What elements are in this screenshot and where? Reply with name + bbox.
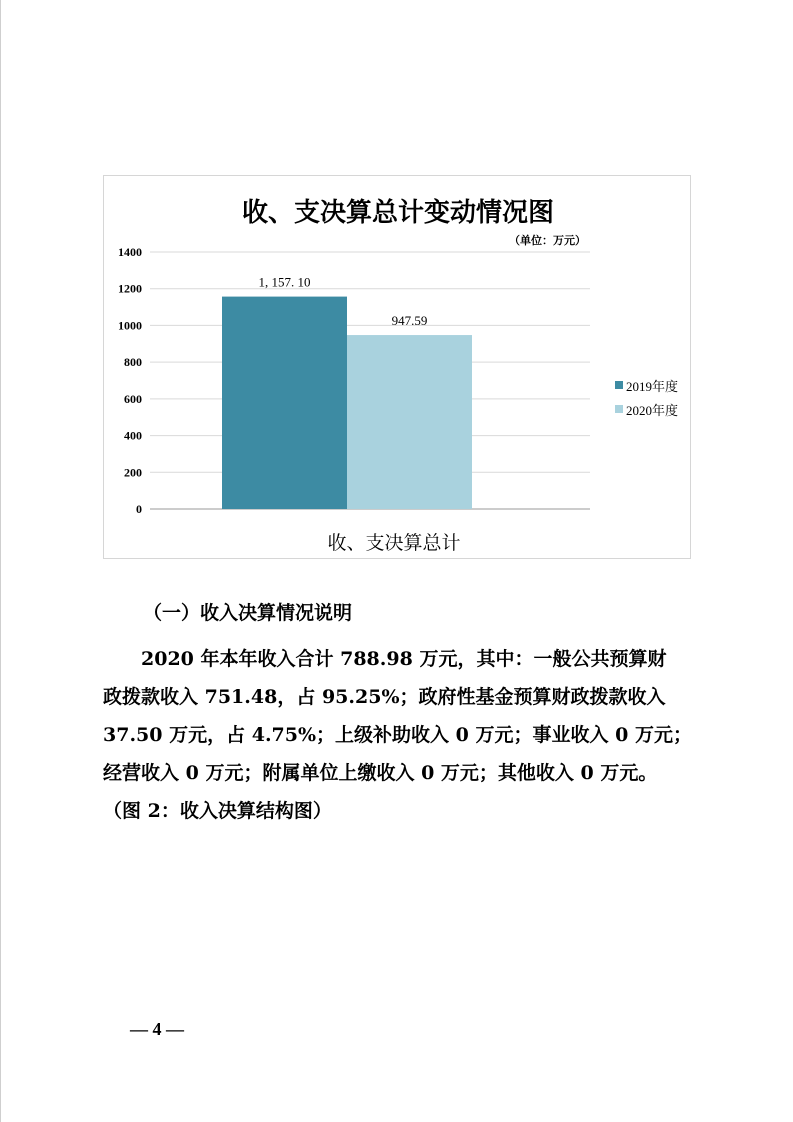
y-tick-label: 1400	[118, 245, 142, 259]
page-left-border	[0, 0, 1, 1122]
chart-unit: （单位：万元）	[509, 234, 586, 247]
paragraph-line: （图 2：收入决算结构图）	[103, 800, 332, 822]
paragraph-line: 37.50 万元，占 4.75%；上级补助收入 0 万元；事业收入 0 万元；	[103, 724, 692, 746]
y-tick-label: 1000	[118, 318, 142, 333]
data-label: 947.59	[391, 313, 428, 329]
legend-item-2020	[615, 397, 678, 421]
bar-chart	[104, 176, 692, 560]
paragraph-line: 经营收入 0 万元；附属单位上缴收入 0 万元；其他收入 0 万元。	[103, 762, 658, 784]
income-paragraph	[103, 640, 703, 830]
legend-label-2020: 2020年度	[626, 402, 679, 418]
legend-item-2019	[615, 373, 678, 397]
page-number: — 4 —	[130, 1019, 184, 1039]
y-tick-label: 800	[124, 355, 142, 370]
legend-swatch-2020	[615, 405, 623, 413]
chart-title: 收、支决算总计变动情况图	[241, 198, 554, 228]
chart-frame	[103, 175, 691, 559]
chart-category-label: 收、支决算总计	[327, 532, 461, 554]
paragraph-line: 2020 年本年收入合计 788.98 万元，其中：一般公共预算财	[141, 648, 667, 670]
legend-label-2019: 2019年度	[626, 378, 679, 394]
data-label: 1, 157. 10	[258, 274, 311, 290]
chart-legend	[615, 373, 678, 421]
legend-swatch-2019	[615, 381, 623, 389]
y-tick-label: 600	[124, 391, 142, 406]
y-tick-label: 200	[124, 465, 142, 480]
bar-2019年度	[222, 297, 347, 509]
bar-2020年度	[347, 335, 472, 509]
y-tick-label: 1200	[118, 281, 142, 296]
section-heading: （一）收入决算情况说明	[143, 602, 353, 624]
y-tick-label: 0	[136, 502, 142, 516]
y-tick-label: 400	[124, 428, 142, 443]
paragraph-line: 政拨款收入 751.48，占 95.25%；政府性基金预算财政拨款收入	[103, 686, 666, 708]
